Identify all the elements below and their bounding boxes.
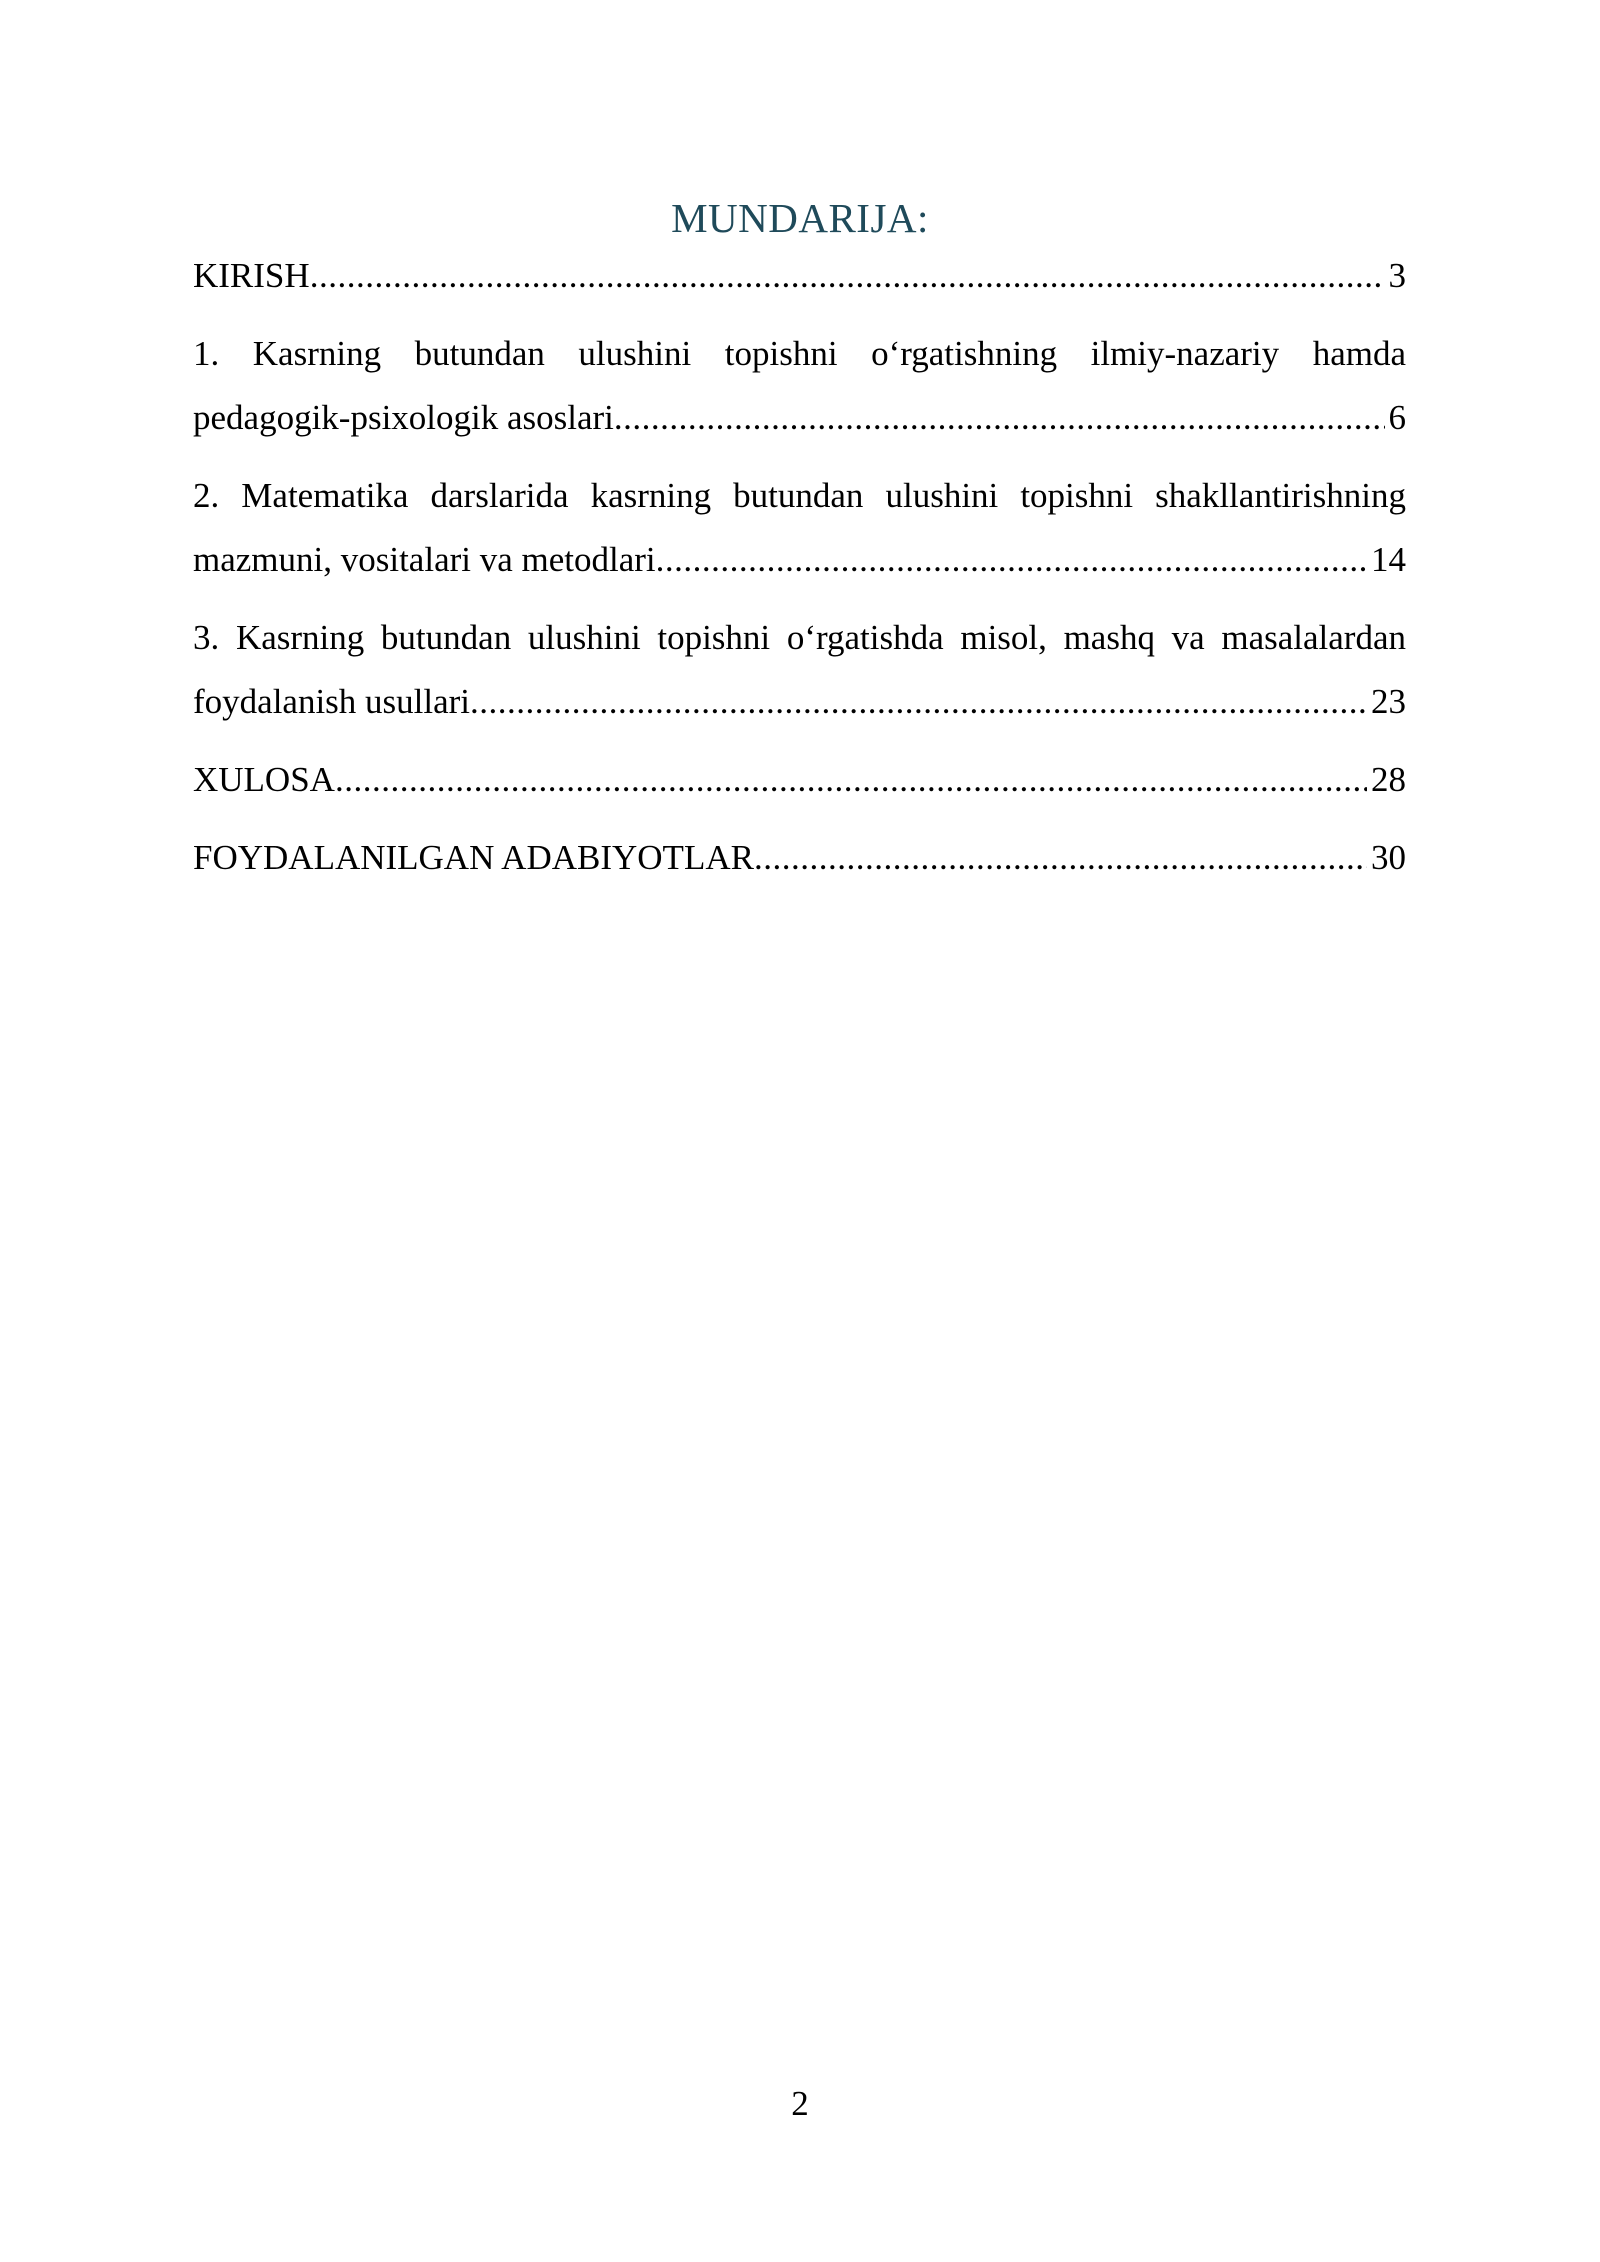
toc-dot-leader	[656, 528, 1367, 592]
toc-dot-leader	[335, 748, 1367, 812]
toc-entry-xulosa[interactable]	[193, 748, 1406, 812]
toc-entry-chapter-2[interactable]	[193, 464, 1406, 592]
toc-entry-page: 23	[1371, 682, 1406, 721]
toc-entry-line	[193, 826, 1406, 890]
toc-entry-chapter-3[interactable]	[193, 606, 1406, 734]
toc-dot-leader	[614, 386, 1385, 450]
toc-entry-line	[193, 386, 1406, 450]
toc-dot-leader	[470, 670, 1367, 734]
toc-entry-title: pedagogik-psixologik asoslari	[193, 398, 614, 437]
page-number: 2	[791, 2084, 809, 2123]
toc-entry-line	[193, 528, 1406, 592]
toc-dot-leader	[754, 826, 1367, 890]
toc-entry-title: FOYDALANILGAN ADABIYOTLAR	[193, 838, 754, 877]
toc-entry-title: mazmuni, vositalari va metodlari	[193, 540, 656, 579]
toc-entry-title: XULOSA	[193, 760, 335, 799]
toc-entry-page: 3	[1388, 256, 1406, 295]
table-of-contents	[193, 244, 1406, 890]
toc-entry-page: 28	[1371, 760, 1406, 799]
toc-entry-title: KIRISH	[193, 256, 310, 295]
toc-entry-title-line: 3. Kasrning butundan ulushini topishni o‘rgatishda misol, mashq va masalalardan	[193, 618, 1406, 657]
toc-entry-kirish[interactable]	[193, 244, 1406, 308]
toc-entry-page: 30	[1371, 838, 1406, 877]
toc-entry-line	[193, 244, 1406, 308]
toc-entry-line	[193, 670, 1406, 734]
toc-entry-page: 14	[1371, 540, 1406, 579]
toc-entry-page: 6	[1388, 398, 1406, 437]
page-title: MUNDARIJA:	[671, 195, 929, 241]
toc-entry-title-line: 1. Kasrning butundan ulushini topishni o‘rgatishning ilmiy-nazariy hamda	[193, 334, 1406, 373]
toc-entry-title: foydalanish usullari	[193, 682, 471, 721]
toc-dot-leader	[310, 244, 1385, 308]
toc-entry-chapter-1[interactable]	[193, 322, 1406, 450]
toc-entry-references[interactable]	[193, 826, 1406, 890]
toc-entry-line	[193, 748, 1406, 812]
toc-entry-title-line: 2. Matematika darslarida kasrning butundan ulushini topishni shakllantirishning	[193, 476, 1406, 515]
